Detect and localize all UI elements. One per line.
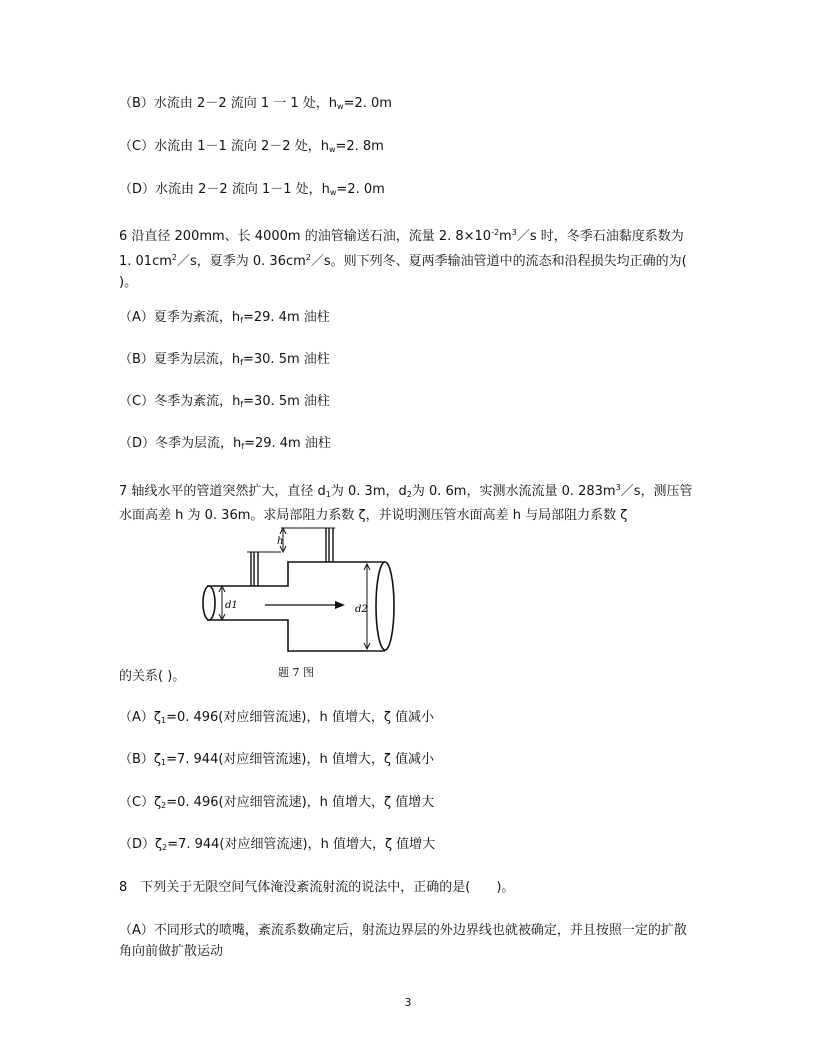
q7-option-d [119, 835, 435, 858]
q5-option-b-text: （B）水流由 2－2 流向 1 一 1 处，h [119, 96, 338, 111]
q6-option-d [119, 434, 331, 457]
piezometer-tube-2 [326, 528, 333, 562]
q6-option-b-value: =30. 5m 油柱 [243, 352, 330, 367]
q5-option-c-value: =2. 8m [335, 139, 384, 154]
q7-option-c-sub: 2 [161, 801, 167, 810]
q6-stem-part2: m [499, 229, 512, 244]
q7-option-a [119, 708, 434, 731]
q6-stem [119, 222, 699, 293]
q7-stem-d1-sub: 1 [325, 490, 331, 499]
q7-option-d-value: =7. 944(对应细管流速)，h 值增大，ζ 值增大 [167, 837, 436, 852]
pipe-left-end [203, 586, 215, 620]
q5-option-c-sub: w [328, 145, 336, 154]
q7-option-b-text: （B）ζ [119, 752, 161, 767]
q6-option-a [119, 308, 330, 331]
q7-option-a-sub: 1 [160, 716, 167, 725]
page-number: 3 [404, 996, 412, 1009]
q5-option-d [119, 180, 385, 203]
fig-label-d2: d2 [355, 604, 368, 615]
pipe-upper-wall [207, 562, 369, 586]
pipe-right-end [376, 562, 394, 650]
q6-option-d-sub: f [241, 442, 245, 451]
q7-option-b [119, 750, 434, 773]
q6-stem-part5: ／s。则下列冬、夏两季输油管道中的流态和沿程损失均正确的为( )。 [119, 254, 687, 290]
q6-option-b-sub: f [240, 358, 243, 367]
q7-option-a-text: （A）ζ [119, 710, 161, 725]
q6-option-d-value: =29. 4m 油柱 [244, 436, 331, 451]
q7-option-d-sub: 2 [162, 843, 168, 852]
q5-option-d-text: （D）水流由 2－2 流向 1－1 处，h [119, 182, 330, 197]
q6-option-b [119, 350, 330, 373]
q6-stem-part1: 6 沿直径 200mm、长 4000m 的油管输送石油，流量 2. 8×10 [119, 229, 492, 244]
q5-option-d-sub: w [329, 188, 337, 197]
q5-option-c-text: （C）水流由 1－1 流向 2－2 处，h [119, 139, 329, 154]
q6-option-a-value: =29. 4m 油柱 [242, 310, 330, 325]
q6-option-a-sub: f [240, 316, 243, 325]
q7-stem-part3: 为 0. 6m，实测水流流量 0. 283m [411, 484, 616, 499]
q7-option-b-sub: 1 [161, 758, 167, 767]
piezometer-tube-1 [251, 552, 258, 586]
q5-option-b-value: =2. 0m [343, 96, 392, 111]
q7-stem-part4: ／s，测压管水面高差 h 为 0. 36m。求局部阻力系数 ζ，并说明测压管水面高差 h 与局部阻力系数 ζ [119, 484, 693, 523]
q7-stem [119, 477, 699, 526]
q5-option-d-value: =2. 0m [336, 182, 385, 197]
q6-option-d-text: （D）冬季为层流，h [119, 436, 242, 451]
q6-option-b-text: （B）夏季为层流，h [119, 352, 241, 367]
q8-stem: 8 下列关于无限空间气体淹没紊流射流的说法中，正确的是( )。 [119, 880, 515, 895]
q7-stem-exp: 3 [615, 483, 621, 492]
fig-label-d1: d1 [225, 600, 238, 611]
flow-arrow-head [335, 601, 345, 609]
q7-stem-part1: 7 轴线水平的管道突然扩大，直径 d [119, 484, 326, 499]
pipe-expansion-figure [195, 524, 405, 659]
q7-option-b-value: =7. 944(对应细管流速)，h 值增大，ζ 值减小 [166, 752, 435, 767]
q7-stem-part2: 为 0. 3m，d [330, 484, 407, 499]
figure-caption: 题 7 图 [278, 666, 314, 679]
q8-option-a: （A）不同形式的喷嘴，紊流系数确定后，射流边界层的外边界线也就被确定，并且按照一定的扩散角向前做扩散运动 [119, 923, 687, 959]
q6-stem-part4: ／s，夏季为 0. 36cm [176, 254, 306, 269]
q6-stem-unit-exp: 3 [511, 228, 517, 237]
q7-option-c-text: （C）ζ [119, 795, 162, 810]
q7-option-c-value: =0. 496(对应细管流速)，h 值增大，ζ 值增大 [166, 795, 435, 810]
q6-option-c-value: =30. 5m 油柱 [243, 394, 330, 409]
q7-stem-end: 的关系( )。 [119, 669, 186, 684]
q7-option-c [119, 793, 434, 816]
q6-stem-part3: ／s 时，冬季石油黏度系数为 1. 01cm [119, 229, 684, 269]
q5-option-c [119, 137, 384, 160]
q6-option-c [119, 392, 330, 415]
q7-option-a-value: =0. 496(对应细管流速)，h 值增大，ζ 值减小 [166, 710, 435, 725]
q6-stem-exp: -2 [491, 228, 500, 237]
q6-option-c-sub: f [240, 400, 244, 409]
q7-stem-d2-sub: 2 [406, 490, 412, 499]
q6-stem-unit2-exp: 2 [171, 253, 177, 262]
q6-option-a-text: （A）夏季为紊流，h [119, 310, 241, 325]
pipe-lower-wall [207, 620, 369, 651]
q5-option-b-sub: w [337, 102, 344, 111]
q7-option-d-text: （D）ζ [119, 837, 163, 852]
q6-option-c-text: （C）冬季为紊流，h [119, 394, 241, 409]
fig-label-h: h [277, 536, 284, 547]
q6-stem-unit3-exp: 2 [305, 253, 311, 262]
q5-option-b [119, 94, 392, 117]
